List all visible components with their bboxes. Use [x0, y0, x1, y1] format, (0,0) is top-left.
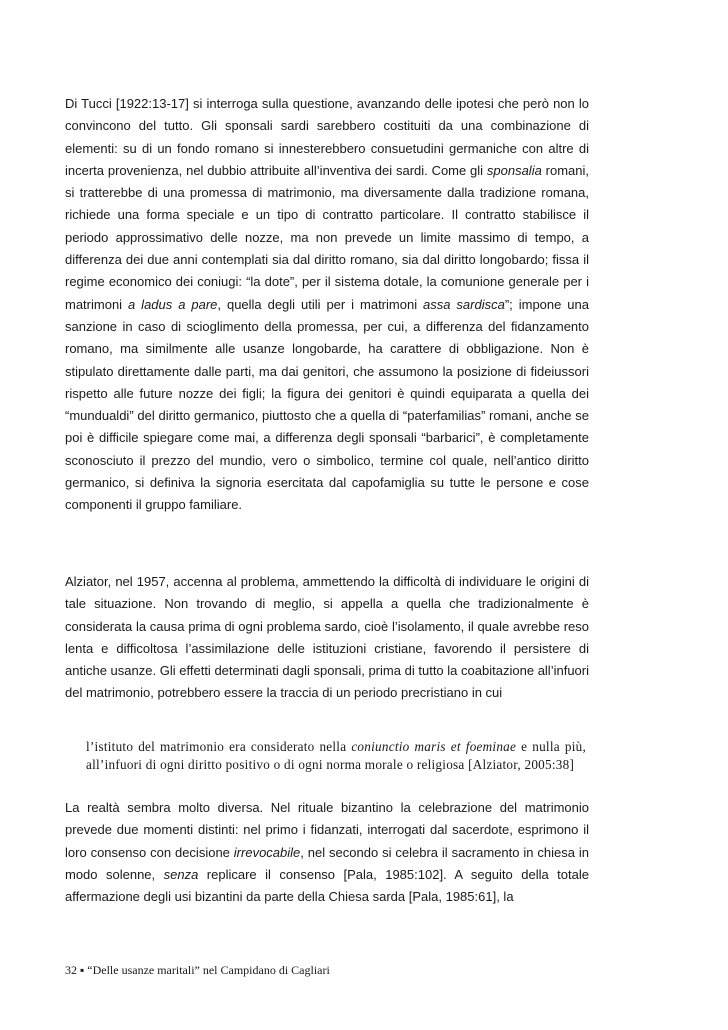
italic-term: senza [163, 866, 199, 882]
paragraph-text: Di Tucci [1922:13-17] si interroga sulla questione, avanzando delle ipotesi che però non lo convincono del tutto. Gli sponsali sardi sarebbero costituiti da una combinazione di elementi: su di un fondo romano si innesterebbero consuetudini germaniche con altre di incerta provenienza, nel dubbio attribuite all’inventiva dei sardi. Come gli [65, 96, 589, 178]
paragraph-text: replicare il consenso [Pala, 1985:102]. A seguito della totale affermazione degli usi bizantini da parte della Chiesa sarda [Pala, 1985:61], la [65, 866, 589, 905]
italic-term: irrevocabile [233, 844, 301, 860]
paragraph-text: La realtà sembra molto diversa. Nel rituale bizantino la celebrazione del matrimonio prevede due momenti distinti: nel primo i fidanzati, interrogati dal sacerdote, esprimono il loro consenso con decisione [65, 800, 589, 860]
paragraph-text: Alziator, nel 1957, accenna al problema, ammettendo la difficoltà di individuare le origini di tale situazione. Non trovando di meglio, si appella a quella che tradizionalmente è considerata la causa prima di ogni problema sardo, cioè l’isolamento, il quale avrebbe reso lenta e difficoltosa l’assimilazione delle istituzioni cristiane, favorendo il persistere di antiche usanze. Gli effetti determinati dagli sponsali, prima di tutto la coabitazione all’infuori del matrimonio, potrebbero essere la traccia di un periodo precristiano in cui [65, 574, 589, 701]
block-quote [86, 738, 586, 774]
page-footer: 32 ▪ “Delle usanze maritali” nel Campidano di Cagliari [65, 963, 330, 977]
italic-term: coniunctio maris et foeminae [351, 739, 517, 754]
paragraph-rituale-bizantino [65, 797, 589, 908]
paragraph-di-tucci [65, 93, 589, 517]
italic-term: sponsalia [486, 162, 542, 178]
paragraph-text: , nel secondo si celebra il sacramento in chiesa in modo solenne, [65, 844, 589, 882]
paragraph-alziator [65, 571, 589, 705]
paragraph-text: ”; impone una sanzione in caso di scioglimento della promessa, per cui, a differenza del fidanzamento romano, ma similmente alle usanze longobarde, ha carattere di obbligazione. Non è stipulato direttamente dalle parti, ma dai genitori, che assumono la posizione di fideiussori rispetto alle future nozze dei figli; la figura dei genitori è quindi equiparata a quella dei “mundualdi” del diritto germanico, piuttosto che a quella di “paterfamilias” romani, anche se poi è difficile spiegare come mai, a differenza degli sponsali “barbarici”, è completamente sconosciuto il prezzo del mundio, vero o simbolico, termine col quale, nell’antico diritto germanico, si definiva la signoria esercitata dal capofamiglia su tutte le persone e cose componenti il gruppo familiare. [65, 296, 589, 513]
paragraph-text: romani, si tratterebbe di una promessa di matrimonio, ma diversamente dalla tradizione romana, richiede una forma speciale e un tipo di contratto particolare. Il contratto stabilisce il periodo approssimativo delle nozze, ma non prevede un limite massimo di tempo, a differenza dei due anni contemplati sia dal diritto romano, sia dal diritto longobardo; fissa il regime economico dei coniugi: “la dote”, per il sistema dotale, la comunione generale per i matrimoni [65, 162, 589, 312]
paragraph-text: , quella degli utili per i matrimoni [217, 296, 424, 312]
italic-term: a ladus a pare [128, 296, 218, 312]
quote-text: l’istituto del matrimonio era considerato nella [86, 739, 352, 754]
quote-text: e nulla più, all’infuori di ogni diritto positivo o di ogni norma morale o religiosa [Alziator, 2005:38] [86, 739, 586, 772]
italic-term: assa sardisca [423, 296, 505, 312]
